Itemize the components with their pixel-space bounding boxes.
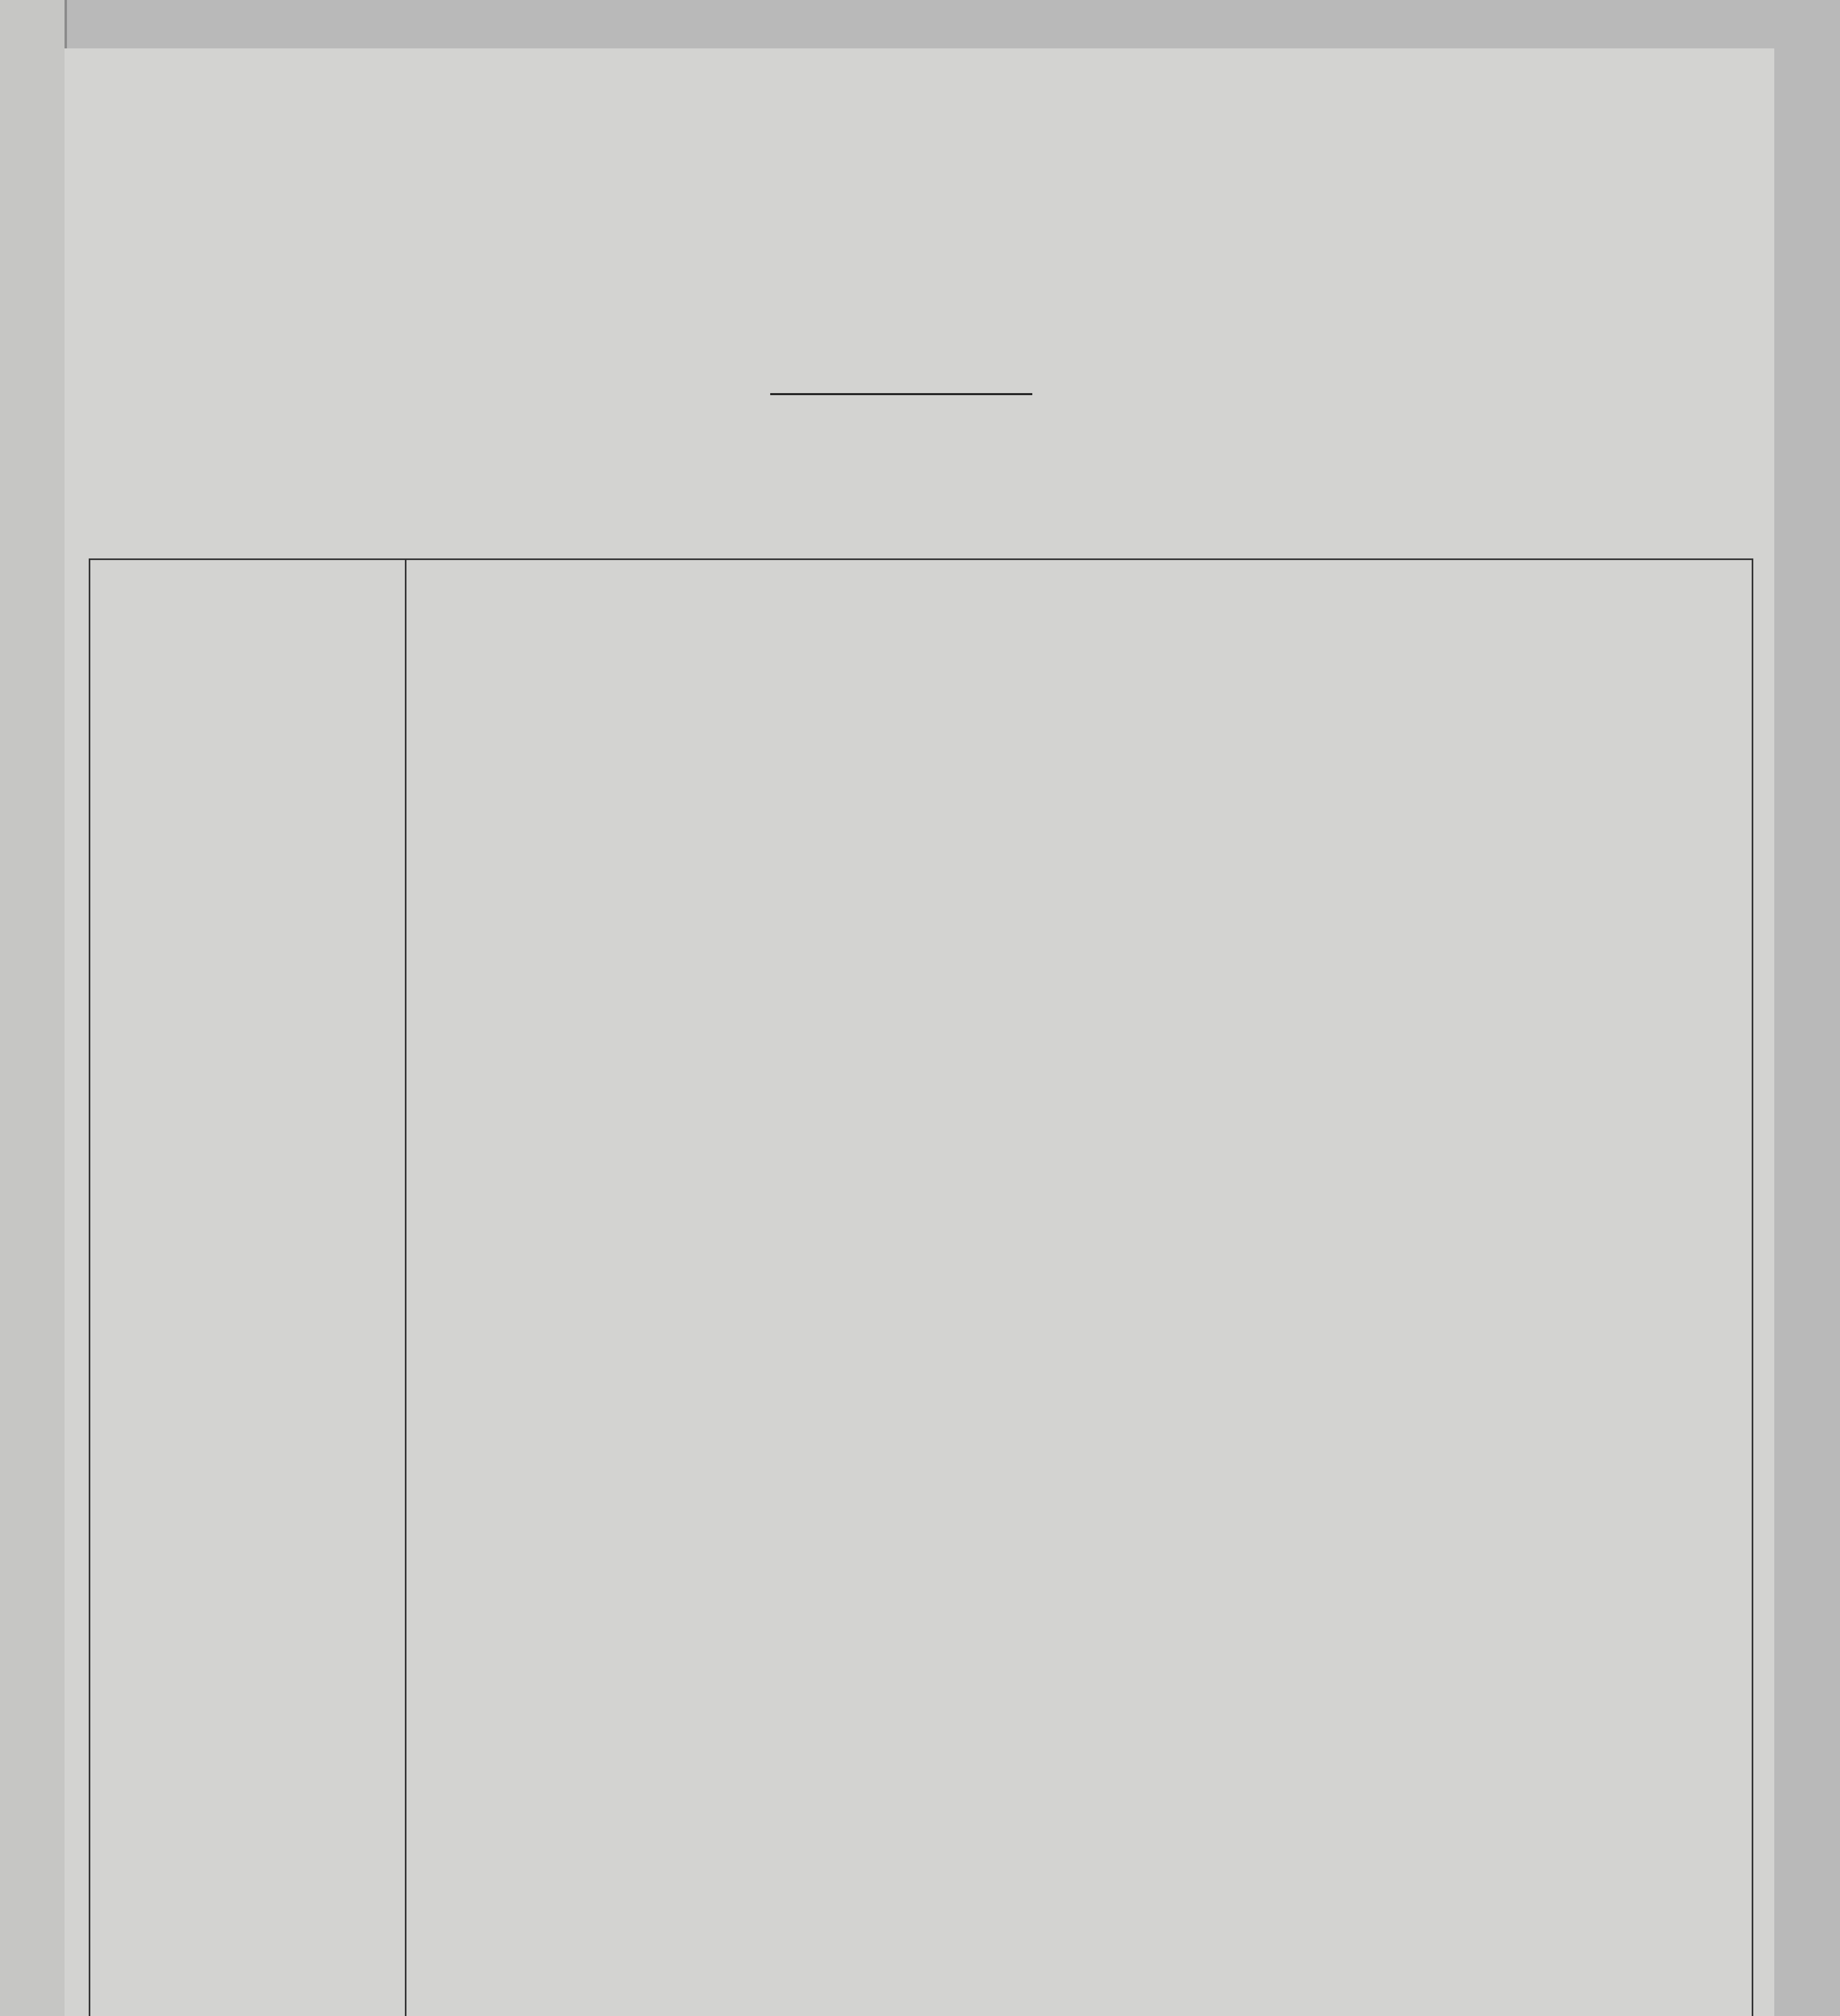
title-rule <box>770 393 1032 395</box>
adjacent-page-edge <box>0 0 67 2016</box>
main-table-frame <box>89 558 1753 2016</box>
index-panel <box>90 560 406 2016</box>
page <box>65 48 1774 2016</box>
